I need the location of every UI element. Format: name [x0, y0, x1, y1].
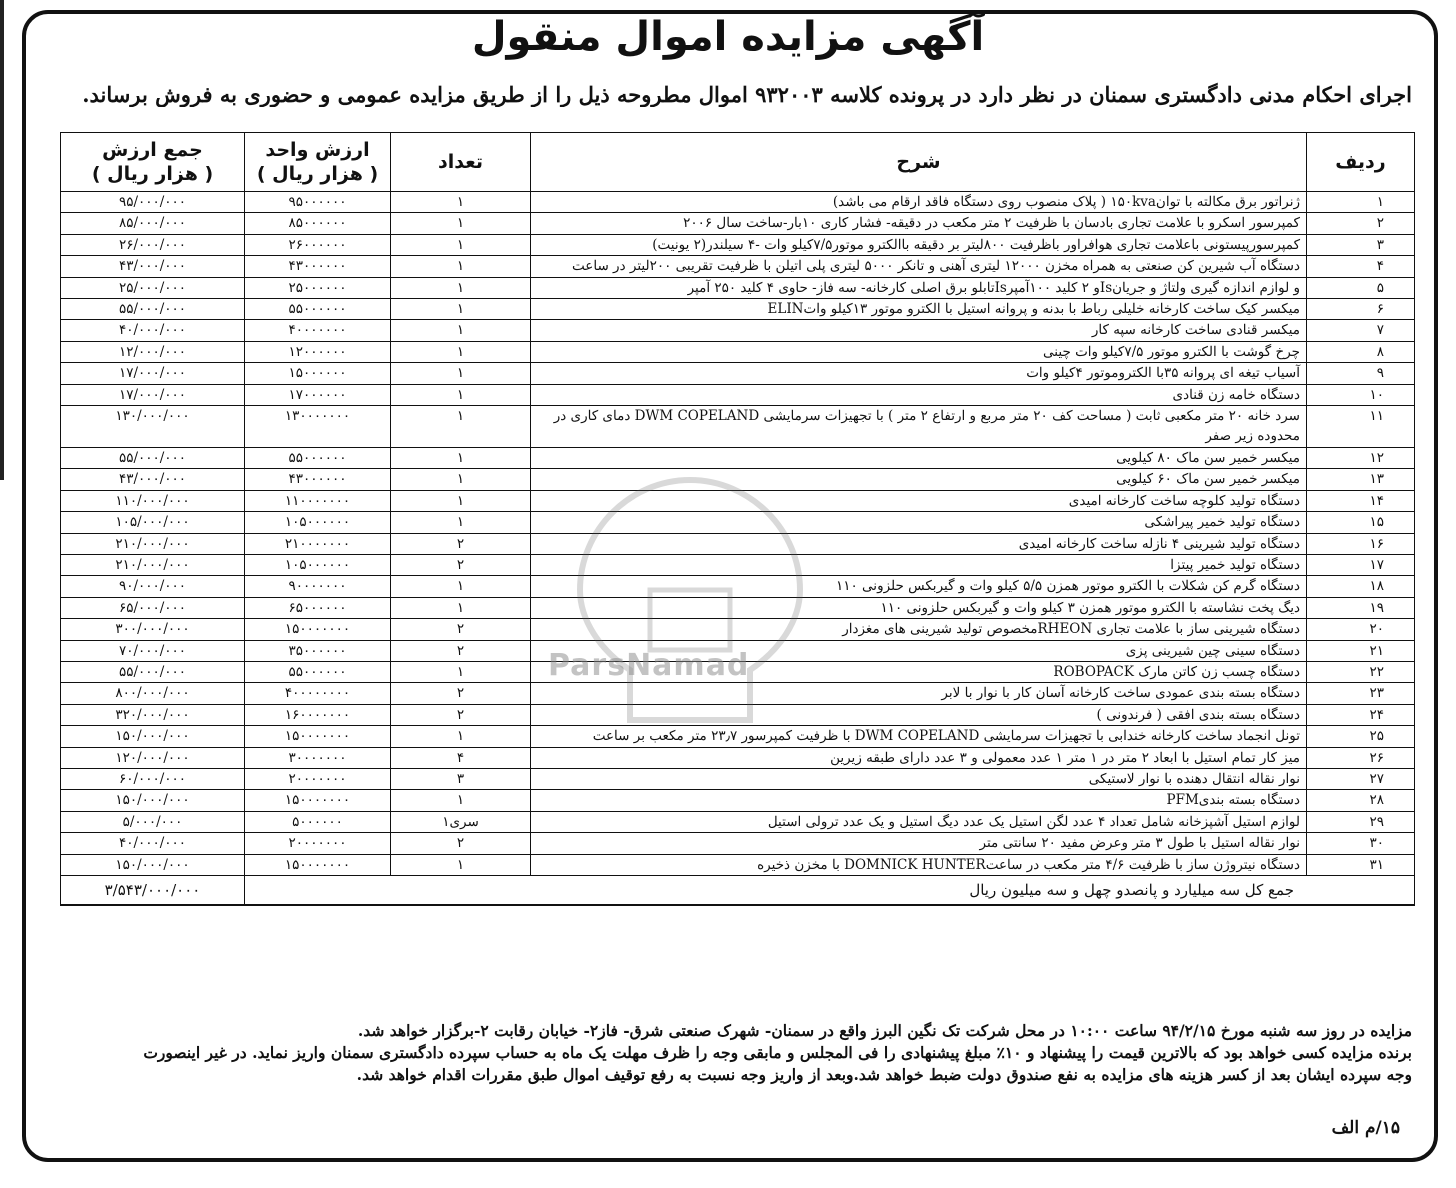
row-total-value: ۳۲۰/۰۰۰/۰۰۰	[61, 704, 245, 725]
row-number: ۷	[1307, 320, 1415, 341]
table-row	[61, 341, 1415, 362]
row-unit-value: ۴۳۰۰۰۰۰۰	[245, 469, 391, 490]
grand-total-row	[61, 876, 1415, 906]
header-total-value	[61, 133, 245, 192]
row-total-value: ۶۰/۰۰۰/۰۰۰	[61, 768, 245, 789]
row-quantity: ۲	[391, 640, 531, 661]
table-row	[61, 447, 1415, 468]
row-unit-value: ۱۱۰۰۰۰۰۰۰	[245, 490, 391, 511]
row-unit-value: ۱۵۰۰۰۰۰۰۰	[245, 790, 391, 811]
row-quantity: ۱	[391, 576, 531, 597]
row-quantity: ۱	[391, 406, 531, 448]
row-quantity: ۱	[391, 363, 531, 384]
row-description: آسیاب تیغه ای پروانه ۳۵با الکتروموتور ۴کیلو وات	[531, 363, 1307, 384]
reference-number: ۱۵/م الف	[1331, 1118, 1400, 1138]
row-total-value: ۵/۰۰۰/۰۰۰	[61, 811, 245, 832]
header-total-value-line2: ( هزار ریال )	[91, 163, 214, 185]
row-quantity: ۱	[391, 213, 531, 234]
watermark-text: ParsNamad	[548, 648, 750, 683]
row-total-value: ۲۶/۰۰۰/۰۰۰	[61, 234, 245, 255]
row-unit-value: ۱۳۰۰۰۰۰۰۰	[245, 406, 391, 448]
row-number: ۲۸	[1307, 790, 1415, 811]
grand-total-label: جمع کل سه میلیارد و پانصدو چهل و سه میلیون ریال	[245, 876, 1415, 906]
row-description: دستگاه تولید شیرینی ۴ نازله ساخت کارخانه امیدی	[531, 533, 1307, 554]
row-total-value: ۲۱۰/۰۰۰/۰۰۰	[61, 533, 245, 554]
row-unit-value: ۱۵۰۰۰۰۰۰۰	[245, 726, 391, 747]
row-total-value: ۸۰۰/۰۰۰/۰۰۰	[61, 683, 245, 704]
row-quantity: ۱	[391, 490, 531, 511]
table-row	[61, 811, 1415, 832]
row-number: ۱۲	[1307, 447, 1415, 468]
row-unit-value: ۵۵۰۰۰۰۰۰	[245, 661, 391, 682]
row-unit-value: ۱۲۰۰۰۰۰۰	[245, 341, 391, 362]
row-number: ۱۸	[1307, 576, 1415, 597]
row-total-value: ۵۵/۰۰۰/۰۰۰	[61, 447, 245, 468]
table-row	[61, 320, 1415, 341]
row-quantity: ۱	[391, 234, 531, 255]
row-total-value: ۵۵/۰۰۰/۰۰۰	[61, 661, 245, 682]
row-quantity: ۱	[391, 256, 531, 277]
row-total-value: ۲۱۰/۰۰۰/۰۰۰	[61, 554, 245, 575]
table-row	[61, 234, 1415, 255]
row-description: نوار نقاله انتقال دهنده با نوار لاستیکی	[531, 768, 1307, 789]
row-number: ۱۷	[1307, 554, 1415, 575]
row-unit-value: ۲۱۰۰۰۰۰۰۰	[245, 533, 391, 554]
row-total-value: ۱۵۰/۰۰۰/۰۰۰	[61, 854, 245, 875]
row-number: ۲	[1307, 213, 1415, 234]
row-description: کمپرسورپیستونی باعلامت تجاری هوافراور باظرفیت ۸۰۰لیتر بر دقیقه باالکترو موتور۷/۵کیلو وات -۴ سیلندر(۲ یونیت)	[531, 234, 1307, 255]
table-row	[61, 747, 1415, 768]
row-quantity: ۳	[391, 768, 531, 789]
row-number: ۱۴	[1307, 490, 1415, 511]
row-number: ۲۵	[1307, 726, 1415, 747]
row-description: دستگاه نیتروژن ساز با ظرفیت ۴/۶ متر مکعب در ساعتDOMNICK HUNTER با مخزن ذخیره	[531, 854, 1307, 875]
header-description: شرح	[531, 133, 1307, 192]
row-total-value: ۱۵۰/۰۰۰/۰۰۰	[61, 790, 245, 811]
row-total-value: ۱۲۰/۰۰۰/۰۰۰	[61, 747, 245, 768]
row-unit-value: ۱۷۰۰۰۰۰۰	[245, 384, 391, 405]
row-total-value: ۱۷/۰۰۰/۰۰۰	[61, 363, 245, 384]
row-description: میکسر خمیر سن ماک ۶۰ کیلویی	[531, 469, 1307, 490]
row-quantity: ۲	[391, 683, 531, 704]
grand-total-value: ۳/۵۴۳/۰۰۰/۰۰۰	[61, 876, 245, 906]
row-total-value: ۱۱۰/۰۰۰/۰۰۰	[61, 490, 245, 511]
header-quantity: تعداد	[391, 133, 531, 192]
footer-notes	[32, 1020, 1412, 1086]
row-quantity: ۱	[391, 447, 531, 468]
row-total-value: ۴۰/۰۰۰/۰۰۰	[61, 833, 245, 854]
row-quantity: ۱	[391, 277, 531, 298]
row-description: میکسر قنادی ساخت کارخانه سپه کار	[531, 320, 1307, 341]
row-quantity: ۱	[391, 512, 531, 533]
row-total-value: ۸۵/۰۰۰/۰۰۰	[61, 213, 245, 234]
table-row	[61, 406, 1415, 448]
row-number: ۲۰	[1307, 619, 1415, 640]
table-row	[61, 833, 1415, 854]
row-total-value: ۱۵۰/۰۰۰/۰۰۰	[61, 726, 245, 747]
row-description: دستگاه شیرینی ساز با علامت تجاری RHEONمخصوص تولید شیرینی های مغزدار	[531, 619, 1307, 640]
row-unit-value: ۳۵۰۰۰۰۰۰	[245, 640, 391, 661]
row-unit-value: ۲۵۰۰۰۰۰۰	[245, 277, 391, 298]
row-description: دستگاه گرم کن شکلات با الکترو موتور همزن ۵/۵ کیلو وات و گیربکس حلزونی ۱۱۰	[531, 576, 1307, 597]
row-quantity: ۱	[391, 299, 531, 320]
row-unit-value: ۲۰۰۰۰۰۰۰	[245, 833, 391, 854]
row-total-value: ۹۰/۰۰۰/۰۰۰	[61, 576, 245, 597]
row-number: ۲۲	[1307, 661, 1415, 682]
row-number: ۳	[1307, 234, 1415, 255]
row-quantity: ۲	[391, 619, 531, 640]
row-unit-value: ۹۰۰۰۰۰۰۰	[245, 576, 391, 597]
row-total-value: ۳۰۰/۰۰۰/۰۰۰	[61, 619, 245, 640]
row-description: میکسر خمیر سن ماک ۸۰ کیلویی	[531, 447, 1307, 468]
page-edge-bar	[0, 0, 4, 480]
row-unit-value: ۴۳۰۰۰۰۰۰	[245, 256, 391, 277]
row-description: چرخ گوشت با الکترو موتور ۷/۵کیلو وات چینی	[531, 341, 1307, 362]
page-title: آگهی مزایده اموال منقول	[471, 14, 985, 60]
row-unit-value: ۹۵۰۰۰۰۰۰	[245, 192, 391, 213]
row-number: ۲۷	[1307, 768, 1415, 789]
header-unit-value-line1: ارزش واحد	[265, 139, 370, 161]
row-description: و لوازم اندازه گیری ولتاژ و جریانIsو ۲ کلید ۱۰۰آمپرIsتابلو برق اصلی کارخانه- سه فاز- حاوی ۴ کلید ۲۵۰ آمپر	[531, 277, 1307, 298]
row-description: لوازم استیل آشپزخانه شامل تعداد ۴ عدد لگن استیل یک عدد دیگ استیل و یک عدد ترولی استیل	[531, 811, 1307, 832]
row-total-value: ۱۲/۰۰۰/۰۰۰	[61, 341, 245, 362]
row-total-value: ۷۰/۰۰۰/۰۰۰	[61, 640, 245, 661]
row-unit-value: ۱۰۵۰۰۰۰۰۰	[245, 512, 391, 533]
row-number: ۱۱	[1307, 406, 1415, 448]
table-row	[61, 790, 1415, 811]
row-unit-value: ۱۵۰۰۰۰۰۰۰	[245, 854, 391, 875]
row-description: دستگاه آب شیرین کن صنعتی به همراه مخزن ۱۲۰۰۰ لیتری آهنی و تانکر ۵۰۰۰ لیتری پلی اتیلن با ظرفیت تقریبی ۲۰۰لیتر در ساعت	[531, 256, 1307, 277]
row-unit-value: ۸۵۰۰۰۰۰۰	[245, 213, 391, 234]
row-description: دستگاه تولید خمیر پیراشکی	[531, 512, 1307, 533]
row-total-value: ۱۳۰/۰۰۰/۰۰۰	[61, 406, 245, 448]
table-row	[61, 363, 1415, 384]
row-description: میکسر کیک ساخت کارخانه خلیلی رباط با بدنه و پروانه استیل با الکترو موتور ۱۳کیلو واتELIN	[531, 299, 1307, 320]
row-number: ۸	[1307, 341, 1415, 362]
row-number: ۹	[1307, 363, 1415, 384]
table-row	[61, 277, 1415, 298]
row-quantity: ۱	[391, 192, 531, 213]
row-description: میز کار تمام استیل با ابعاد ۲ متر در ۱ متر ۱ عدد معمولی و ۳ عدد دارای طبقه زیرین	[531, 747, 1307, 768]
row-number: ۲۴	[1307, 704, 1415, 725]
row-number: ۲۶	[1307, 747, 1415, 768]
row-quantity: سری۱	[391, 811, 531, 832]
footer-line-1: مزایده در روز سه شنبه مورخ ۹۴/۲/۱۵ ساعت ۱۰:۰۰ در محل شرکت تک نگین البرز واقع در سمنان- شهرک صنعتی شرق- فاز۲- خیابان رقابت ۲-برگزار خواهد شد.	[357, 1021, 1412, 1040]
footer-line-2: برنده مزایده کسی خواهد بود که بالاترین قیمت را پیشنهاد و ۱۰٪ مبلغ پیشنهادی را فی المجلس و مابقی وجه را ظرف مهلت یک ماه به حساب سپرده دادگستری سمنان واریز نماید. در غیر اینصورت	[143, 1043, 1412, 1062]
row-total-value: ۲۵/۰۰۰/۰۰۰	[61, 277, 245, 298]
table-row	[61, 256, 1415, 277]
table-row	[61, 299, 1415, 320]
row-description: دستگاه بسته بندی عمودی ساخت کارخانه آسان کار با نوار با لابر	[531, 683, 1307, 704]
row-number: ۴	[1307, 256, 1415, 277]
row-quantity: ۲	[391, 533, 531, 554]
row-description: دستگاه بسته بندی افقی ( فرندونی )	[531, 704, 1307, 725]
row-number: ۱۳	[1307, 469, 1415, 490]
row-total-value: ۴۰/۰۰۰/۰۰۰	[61, 320, 245, 341]
row-number: ۲۹	[1307, 811, 1415, 832]
row-total-value: ۶۵/۰۰۰/۰۰۰	[61, 597, 245, 618]
row-number: ۱۵	[1307, 512, 1415, 533]
row-unit-value: ۱۵۰۰۰۰۰۰۰	[245, 619, 391, 640]
row-description: دستگاه تولید خمیر پیتزا	[531, 554, 1307, 575]
row-quantity: ۱	[391, 726, 531, 747]
row-unit-value: ۲۰۰۰۰۰۰۰	[245, 768, 391, 789]
row-total-value: ۴۳/۰۰۰/۰۰۰	[61, 469, 245, 490]
row-description: دستگاه سینی چین شیرینی پزی	[531, 640, 1307, 661]
row-number: ۳۱	[1307, 854, 1415, 875]
header-unit-value-line2: ( هزار ریال )	[256, 163, 379, 185]
row-total-value: ۱۰۵/۰۰۰/۰۰۰	[61, 512, 245, 533]
table-row	[61, 768, 1415, 789]
row-number: ۵	[1307, 277, 1415, 298]
watermark-logo	[540, 470, 840, 730]
row-quantity: ۱	[391, 854, 531, 875]
row-description: نوار نقاله استیل با طول ۳ متر وعرض مفید ۲۰ سانتی متر	[531, 833, 1307, 854]
row-number: ۶	[1307, 299, 1415, 320]
row-description: دستگاه چسب زن کاتن مارک ROBOPACK	[531, 661, 1307, 682]
row-description: دستگاه بسته بندیPFM	[531, 790, 1307, 811]
row-quantity: ۱	[391, 320, 531, 341]
row-quantity: ۱	[391, 341, 531, 362]
row-number: ۱	[1307, 192, 1415, 213]
row-unit-value: ۱۰۵۰۰۰۰۰۰	[245, 554, 391, 575]
header-total-value-line1: جمع ارزش	[102, 139, 203, 161]
row-description: دستگاه خامه زن قنادی	[531, 384, 1307, 405]
row-description: ژنراتور برق مکالته با توان۱۵۰kva ( پلاک منصوب روی دستگاه فاقد ارقام می باشد)	[531, 192, 1307, 213]
row-unit-value: ۴۰۰۰۰۰۰۰	[245, 320, 391, 341]
row-unit-value: ۵۵۰۰۰۰۰۰	[245, 299, 391, 320]
row-unit-value: ۶۵۰۰۰۰۰۰	[245, 597, 391, 618]
row-quantity: ۱	[391, 790, 531, 811]
row-quantity: ۱	[391, 661, 531, 682]
row-unit-value: ۱۶۰۰۰۰۰۰۰	[245, 704, 391, 725]
table-row	[61, 384, 1415, 405]
row-unit-value: ۵۰۰۰۰۰۰	[245, 811, 391, 832]
row-description: سرد خانه ۲۰ متر مکعبی ثابت ( مساحت کف ۲۰ متر مربع و ارتفاع ۲ متر ) با تجهیزات سرمایشی DWM COPELAND دمای کاری در محدوده زیر صفر	[531, 406, 1307, 448]
row-quantity: ۲	[391, 704, 531, 725]
row-unit-value: ۳۰۰۰۰۰۰۰	[245, 747, 391, 768]
row-quantity: ۱	[391, 597, 531, 618]
table-row	[61, 213, 1415, 234]
row-number: ۱۹	[1307, 597, 1415, 618]
table-row	[61, 854, 1415, 875]
row-total-value: ۵۵/۰۰۰/۰۰۰	[61, 299, 245, 320]
footer-line-3: وجه سپرده ایشان بعد از کسر هزینه های مزایده به نفع صندوق دولت ضبط خواهد شد.وبعد از واریز وجه نسبت به رفع توقیف اموال طبق مقررات اقدام خواهد شد.	[356, 1065, 1412, 1084]
row-number: ۳۰	[1307, 833, 1415, 854]
row-total-value: ۴۳/۰۰۰/۰۰۰	[61, 256, 245, 277]
row-total-value: ۹۵/۰۰۰/۰۰۰	[61, 192, 245, 213]
row-number: ۲۱	[1307, 640, 1415, 661]
header-unit-value	[245, 133, 391, 192]
row-quantity: ۱	[391, 384, 531, 405]
table-header-row	[61, 133, 1415, 192]
header-row-number: ردیف	[1307, 133, 1415, 192]
row-unit-value: ۲۶۰۰۰۰۰۰	[245, 234, 391, 255]
row-number: ۱۰	[1307, 384, 1415, 405]
row-unit-value: ۵۵۰۰۰۰۰۰	[245, 447, 391, 468]
row-description: دیگ پخت نشاسته با الکترو موتور همزن ۳ کیلو وات و گیربکس حلزونی ۱۱۰	[531, 597, 1307, 618]
row-description: کمپرسور اسکرو با علامت تجاری بادسان با ظرفیت ۲ متر مکعب در دقیقه- فشار کاری ۱۰بار-ساخت سال ۲۰۰۶	[531, 213, 1307, 234]
table-row	[61, 192, 1415, 213]
row-quantity: ۱	[391, 469, 531, 490]
row-quantity: ۴	[391, 747, 531, 768]
row-unit-value: ۱۵۰۰۰۰۰۰	[245, 363, 391, 384]
row-unit-value: ۴۰۰۰۰۰۰۰۰	[245, 683, 391, 704]
row-total-value: ۱۷/۰۰۰/۰۰۰	[61, 384, 245, 405]
row-description: دستگاه تولید کلوچه ساخت کارخانه امیدی	[531, 490, 1307, 511]
row-quantity: ۲	[391, 833, 531, 854]
row-quantity: ۲	[391, 554, 531, 575]
intro-paragraph: اجرای احکام مدنی دادگستری سمنان در نظر دارد در پرونده کلاسه ۹۳۲۰۰۳ اموال مطروحه ذیل را از طریق مزایده عمومی و حضوری به فروش برساند.	[82, 82, 1412, 107]
row-description: تونل انجماد ساخت کارخانه خندابی با تجهیزات سرمایشی DWM COPELAND با ظرفیت کمپرسور ۲۳٫۷ متر مکعب بر ساعت	[531, 726, 1307, 747]
row-number: ۲۳	[1307, 683, 1415, 704]
row-number: ۱۶	[1307, 533, 1415, 554]
